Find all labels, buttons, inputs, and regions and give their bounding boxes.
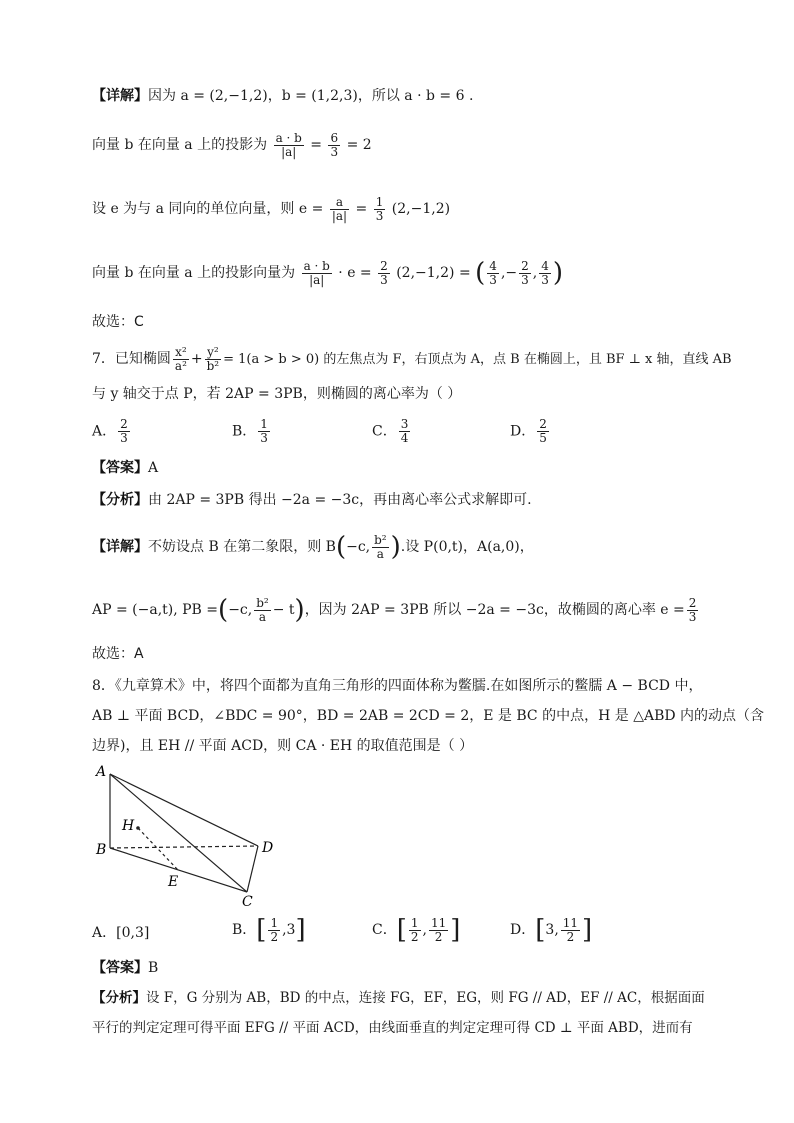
q7-stem-line-1: 7．已知椭圆 $\frac{\text{x²}}{\text{a²}}$ + $\frac{\text{y²}}{\text{b²}}$ = 1(a > b > 0) 的左焦点为 F，右顶点为 A，点 B 在椭圆上，且 BF ⊥ x 轴，直线 AB (92, 344, 732, 373)
q8-stem-line-1: 8．《九章算术》中，将四个面都为直角三角形的四面体称为鳖臑.在如图所示的鳖臑 A − BCD 中， (92, 678, 703, 694)
label-B: B (96, 842, 107, 858)
label-C: C (242, 894, 253, 910)
q7-option-d[interactable]: D． $\frac{2}{5}$ (510, 417, 547, 445)
edge-AD (110, 774, 258, 846)
label-H: H (122, 818, 135, 834)
p6-unit-vector-line: 设 e 为与 a 同向的单位向量，则 e = $\frac{a}{|a|}$ = $\frac{1}{3}$ (2,−1,2) (92, 194, 451, 223)
p6-proj-fraction-2: $\frac{6}{3}$ (330, 130, 339, 159)
q7-option-c[interactable]: C． $\frac{3}{4}$ (372, 417, 409, 445)
label-D: D (262, 840, 274, 856)
q8-tetrahedron-figure (92, 760, 292, 910)
p6-unit-fraction: $\frac{a}{|a|}$ (331, 194, 348, 223)
q8-option-b[interactable]: B．[ $\frac{1}{2}$ ,3] (232, 915, 306, 945)
edge-BC (110, 848, 247, 892)
p6-detail-line (92, 86, 473, 106)
point-H (136, 826, 140, 830)
q7-analysis: 【分析】由 2AP = 3PB 得出 −2a = −3c，再由离心率公式求解即可. (92, 492, 532, 508)
p6-projection-line: 向量 b 在向量 a 上的投影为 $\frac{a \cdot b}{|a|}$ = $\frac{6}{3}$ = 2 (92, 130, 372, 159)
edge-BD (110, 846, 258, 848)
q7-option-b[interactable]: B． $\frac{1}{3}$ (232, 417, 268, 445)
q8-answer: 【答案】B (92, 960, 159, 976)
q8-stem-line-2: AB ⊥ 平面 BCD，∠BDC = 90°，BD = 2AB = 2CD = 2，E 是 BC 的中点，H 是 △ABD 内的动点（含 (92, 708, 765, 724)
q8-stem-line-3: 边界)，且 EH // 平面 ACD，则 CA · EH 的取值范围是（ ） (92, 738, 474, 754)
edge-DC (247, 846, 258, 892)
detail-tag: 【详解】 (92, 88, 148, 104)
q7-ellipse-x: $\frac{\text{x²}}{\text{a²}}$ (174, 344, 187, 373)
p6-pv-prefix: 向量 b 在向量 a 上的投影向量为 (92, 265, 296, 281)
q7-detail-line-2: AP = (−a,t), PB =(−c, $\frac{\text{b²}}{a}$ − t)，因为 2AP = 3PB 所以 −2a = −3c，故椭圆的离心率 e = $\frac{2}{3}$ (92, 595, 697, 625)
p6-pv-fraction: $\frac{a \cdot b}{|a|}$ (303, 258, 330, 287)
p6-choice: 故选：C (92, 314, 144, 330)
q7-detail-line-1: 【详解】不妨设点 B 在第二象限，则 B(−c, $\frac{\text{b²}}{a}$ ).设 P(0,t)，A(a,0)， (92, 532, 534, 562)
q8-analysis-line-1: 【分析】设 F，G 分别为 AB，BD 的中点，连接 FG，EF，EG，则 FG // AD，EF // AC，根据面面 (92, 990, 705, 1006)
p6-projection-vector-line: 向量 b 在向量 a 上的投影向量为 $\frac{a \cdot b}{|a|}$ · e = $\frac{2}{3}$ (2,−1,2) = ( $\frac{4}{3}$ ,− $\frac{2}{3}$ , $\frac{4}{3}$ ) (92, 258, 564, 288)
p6-detail-text: 因为 a = (2,−1,2)，b = (1,2,3)，所以 a · b = 6 . (148, 88, 474, 104)
q7-answer: 【答案】A (92, 460, 159, 476)
q7-ellipse-y: $\frac{\text{y²}}{\text{b²}}$ (206, 344, 220, 373)
p6-pv-coef: $\frac{2}{3}$ (380, 258, 388, 287)
p6-proj-prefix: 向量 b 在向量 a 上的投影为 (92, 137, 268, 153)
q7-choice: 故选：A (92, 646, 144, 662)
q7-option-a[interactable]: A． $\frac{2}{3}$ (92, 417, 128, 445)
q8-option-c[interactable]: C．[ $\frac{1}{2}$ , $\frac{11}{2}$ ] (372, 915, 461, 945)
q7-stem-line-2: 与 y 轴交于点 P，若 2AP = 3PB，则椭圆的离心率为（ ） (92, 386, 462, 402)
label-E: E (168, 874, 179, 890)
q8-option-d[interactable]: D．[3, $\frac{11}{2}$ ] (510, 915, 593, 945)
p6-unit-prefix: 设 e 为与 a 同向的单位向量，则 e = (92, 201, 324, 217)
label-A: A (96, 764, 107, 780)
p6-proj-fraction: $\frac{a \cdot b}{|a|}$ (275, 130, 302, 159)
q8-analysis-line-2: 平行的判定定理可得平面 EFG // 平面 ACD，由线面垂直的判定定理可得 CD ⊥ 平面 ABD，进而有 (92, 1020, 693, 1036)
p6-unit-coef: $\frac{1}{3}$ (375, 194, 384, 223)
q8-option-a[interactable]: A．[0,3] (92, 925, 150, 941)
